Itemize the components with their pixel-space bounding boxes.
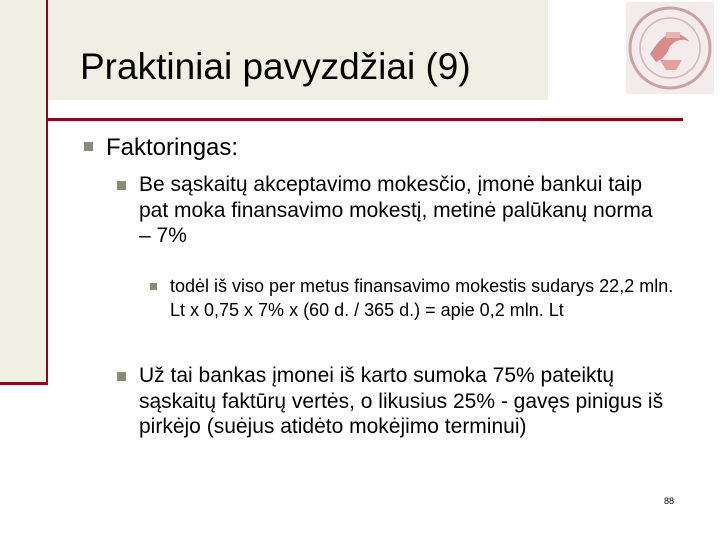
bullet-icon <box>84 142 93 151</box>
vertical-accent-line <box>46 0 48 385</box>
left-decorative-bar <box>0 0 48 385</box>
title-underline <box>48 118 683 121</box>
bullet-icon <box>117 372 126 381</box>
bullet-level2-second: Už tai bankas įmonei iš karto sumoka 75% pateiktų sąskaitų faktūrų vertės, o likusius 25% - gavęs pinigus iš pirkėjo (suėjus atidėto mokėjimo terminui) <box>139 364 664 439</box>
slide-title: Praktiniai pavyzdžiai (9) <box>80 46 471 87</box>
bullet-icon <box>150 283 157 290</box>
bullet-level3: todėl iš viso per metus finansavimo mokestis sudarys 22,2 mln. Lt x 0,75 x 7% x (60 d. / 365 d.) = apie 0,2 mln. Lt <box>170 276 674 321</box>
bullet-level2-first: Be sąskaitų akceptavimo mokesčio, įmonė bankui taip pat moka finansavimo mokestį, metinė palūkanų norma – 7% <box>139 173 653 248</box>
bullet-icon <box>117 181 126 190</box>
left-bar-bottom-line <box>0 382 48 385</box>
bullet-level1: Faktoringas: <box>106 134 239 161</box>
university-logo <box>626 2 714 94</box>
page-number: 88 <box>664 496 675 506</box>
